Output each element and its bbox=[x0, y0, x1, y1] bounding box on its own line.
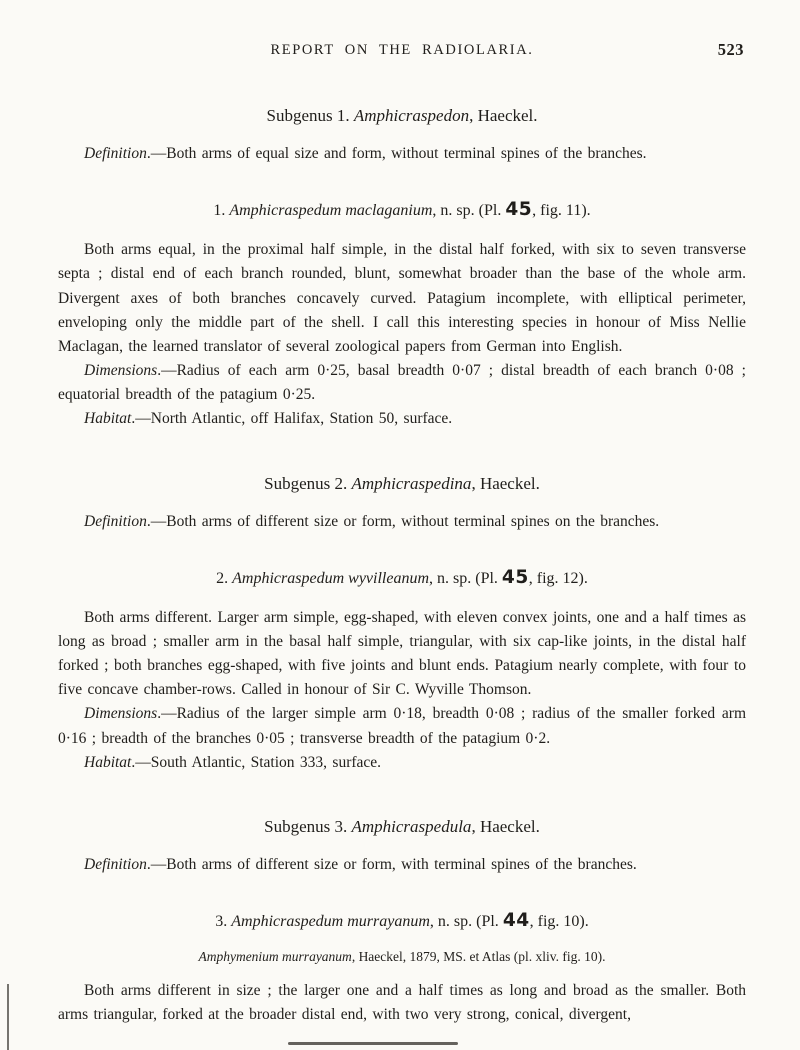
dimensions-text-2: .—Radius of the larger simple arm 0·18, breadth 0·08 ; radius of the smaller forked arm 0·16 ; breadth of the branches 0·05 ; transverse breadth of the patagium 0·2. bbox=[58, 705, 746, 747]
habitat-text-1: .—North Atlantic, off Halifax, Station 50, surface. bbox=[131, 410, 453, 428]
species-3-fig-ref: , fig. 10). bbox=[529, 913, 589, 931]
page-number: 523 bbox=[717, 40, 744, 59]
species-1-plate-number: 45 bbox=[505, 199, 533, 221]
subgenus-2-heading bbox=[58, 474, 746, 494]
subgenus-1-heading bbox=[58, 106, 746, 126]
subgenus-3-label: Subgenus 3. bbox=[264, 816, 352, 836]
species-3-number: 3. bbox=[215, 913, 232, 931]
subgenus-1-author: , Haeckel. bbox=[469, 106, 538, 125]
dimensions-label-1: Dimensions bbox=[84, 362, 158, 380]
scan-artifact-bottom-edge bbox=[288, 1042, 458, 1045]
species-1-number: 1. bbox=[213, 202, 230, 220]
subgenus-3-author: , Haeckel. bbox=[471, 816, 540, 836]
species-3-plate-number: 44 bbox=[502, 910, 530, 932]
definition-text-1: .—Both arms of equal size and form, without terminal spines of the branches. bbox=[146, 145, 647, 162]
definition-paragraph-3 bbox=[58, 853, 746, 877]
definition-paragraph-1 bbox=[58, 142, 746, 166]
definition-text-2: .—Both arms of different size or form, without terminal spines on the branches. bbox=[146, 512, 660, 530]
dimensions-label-2: Dimensions bbox=[84, 705, 158, 723]
habitat-label-1: Habitat bbox=[84, 410, 132, 428]
definition-label-3: Definition bbox=[84, 855, 147, 873]
species-2-name: Amphicraspedum wyvilleanum bbox=[232, 569, 430, 587]
species-1-fig-ref: , fig. 11). bbox=[532, 202, 591, 220]
running-title: REPORT ON THE RADIOLARIA. bbox=[270, 42, 534, 58]
species-3-ref: , n. sp. (Pl. bbox=[429, 913, 503, 931]
dimensions-paragraph-1 bbox=[58, 359, 746, 407]
species-3-name: Amphicraspedum murrayanum bbox=[231, 913, 430, 931]
dimensions-text-1: .—Radius of each arm 0·25, basal breadth 0·07 ; distal breadth of each branch 0·08 ; equatorial breadth of the patagium 0·25. bbox=[58, 362, 746, 404]
subgenus-2-label: Subgenus 2. bbox=[264, 473, 352, 493]
species-1-ref: , n. sp. (Pl. bbox=[432, 202, 506, 220]
subgenus-3-name: Amphicraspedula bbox=[351, 816, 472, 836]
species-3-heading bbox=[58, 910, 746, 931]
subgenus-3-heading bbox=[58, 817, 746, 837]
definition-label-2: Definition bbox=[84, 512, 147, 530]
definition-label-1: Definition bbox=[84, 145, 147, 162]
synonym-citation: , Haeckel, 1879, MS. et Atlas (pl. xliv. fig. 10). bbox=[351, 949, 606, 965]
description-paragraph-2: Both arms different. Larger arm simple, egg-shaped, with eleven convex joints, one and a half times as long as broad ; smaller arm in the basal half simple, triangular, with six cap-like joints, in the distal half forked ; both branches egg-shaped, with five joints and blunt ends. Patagium nearly complete, with four to five concave chamber-rows. Called in honour of Sir C. Wyville Thomson. bbox=[58, 608, 746, 699]
habitat-text-2: .—South Atlantic, Station 333, surface. bbox=[131, 753, 382, 771]
synonymy-line bbox=[58, 949, 746, 965]
habitat-label-2: Habitat bbox=[84, 753, 132, 771]
definition-paragraph-2 bbox=[58, 510, 746, 534]
species-1-name: Amphicraspedum maclaganium bbox=[229, 202, 433, 220]
species-2-ref: , n. sp. (Pl. bbox=[429, 569, 502, 587]
species-2-heading bbox=[58, 567, 746, 588]
habitat-paragraph-2 bbox=[58, 751, 746, 775]
page-header bbox=[58, 42, 746, 64]
dimensions-paragraph-2 bbox=[58, 702, 746, 750]
species-2-number: 2. bbox=[216, 569, 233, 587]
species-2-plate-number: 45 bbox=[501, 566, 529, 588]
subgenus-2-name: Amphicraspedina bbox=[351, 473, 472, 493]
scan-artifact-left-edge bbox=[7, 984, 9, 1050]
subgenus-1-name: Amphicraspedon bbox=[353, 106, 470, 125]
synonym-species-name: Amphymenium murrayanum bbox=[198, 949, 352, 965]
subgenus-1-label: Subgenus 1. bbox=[266, 106, 354, 125]
description-paragraph-1: Both arms equal, in the proximal half simple, in the distal half forked, with six to seven transverse septa ; distal end of each branch rounded, blunt, somewhat broader than the base of the whole arm. Divergent axes of both branches concavely curved. Patagium incomplete, with elliptical perimeter, enveloping only the middle part of the shell. I call this interesting species in honour of Miss Nellie Maclagan, the learned translator of several zoological papers from German into English. bbox=[58, 241, 746, 355]
species-1-heading bbox=[58, 199, 746, 220]
species-2-fig-ref: , fig. 12). bbox=[528, 569, 588, 587]
description-paragraph-3: Both arms different in size ; the larger one and a half times as long and broad as the smaller. Both arms triangular, forked at the broader distal end, with two very strong, conical, divergent, bbox=[58, 982, 746, 1024]
definition-text-3: .—Both arms of different size or form, with terminal spines of the branches. bbox=[146, 855, 637, 873]
subgenus-2-author: , Haeckel. bbox=[471, 473, 540, 493]
habitat-paragraph-1 bbox=[58, 407, 746, 431]
